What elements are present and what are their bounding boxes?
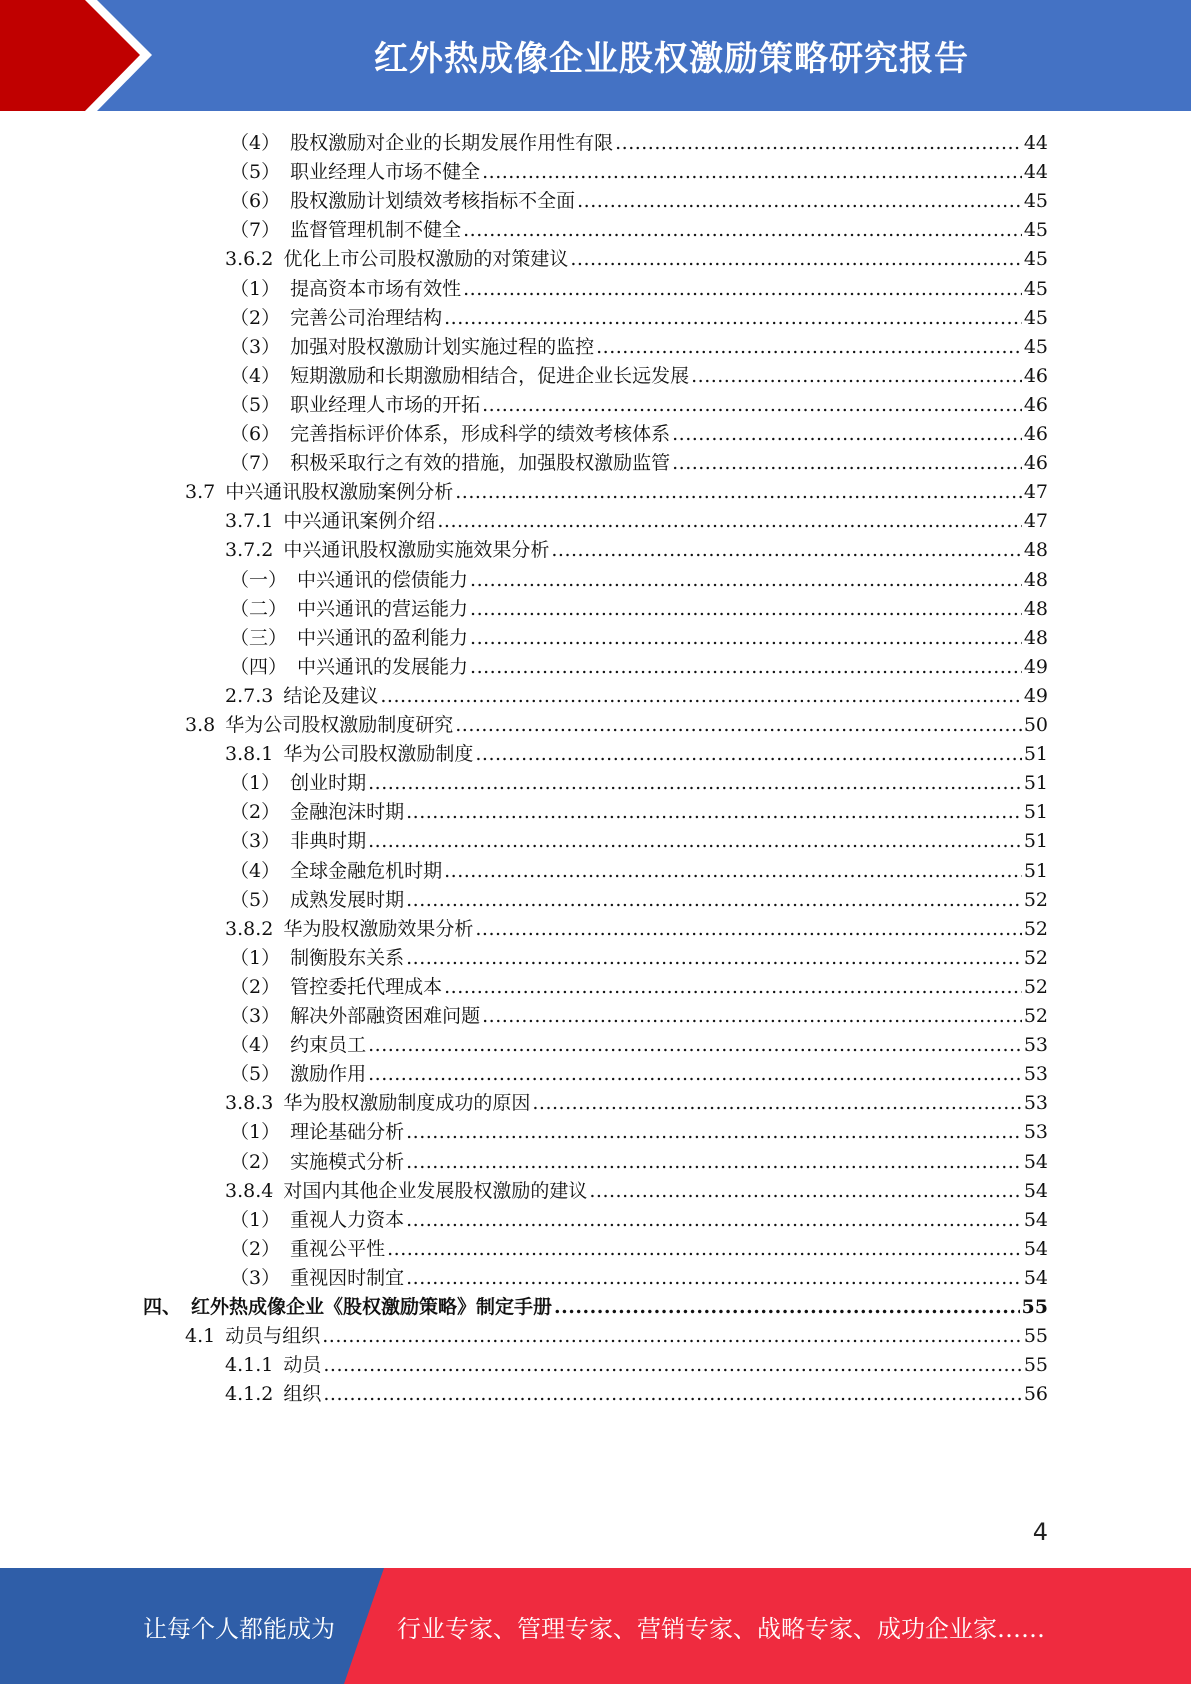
toc-entry-title: 中兴通讯的偿债能力 xyxy=(297,568,469,591)
toc-entry[interactable] xyxy=(0,1205,1048,1236)
toc-entry-label xyxy=(225,506,435,537)
toc-entry-title: 职业经理人市场的开拓 xyxy=(290,393,481,416)
toc-entry-number: 3.7.2 xyxy=(225,539,274,562)
toc-leader-dots xyxy=(470,594,1022,625)
toc-leader-dots xyxy=(368,826,1022,857)
toc-entry-title: 对国内其他企业发展股权激励的建议 xyxy=(283,1179,588,1202)
toc-entry-label xyxy=(230,797,404,828)
toc-entry-title: 实施模式分析 xyxy=(290,1150,405,1173)
toc-leader-dots xyxy=(406,1205,1022,1236)
toc-entry-number: （4） xyxy=(230,364,281,387)
toc-entry-title: 加强对股权激励计划实施过程的监控 xyxy=(290,335,595,358)
toc-entry[interactable] xyxy=(0,1321,1048,1352)
toc-entry-page: 48 xyxy=(1023,597,1048,620)
toc-entry[interactable] xyxy=(0,506,1048,537)
toc-entry-title: 金融泡沫时期 xyxy=(290,801,405,824)
toc-entry-page: 44 xyxy=(1023,132,1048,154)
toc-entry-page: 56 xyxy=(1023,1383,1048,1406)
toc-entry-label xyxy=(225,1350,321,1381)
toc-entry-label xyxy=(225,681,378,712)
toc-entry-title: 重视人力资本 xyxy=(290,1208,405,1231)
toc-leader-dots xyxy=(532,1088,1021,1119)
toc-entry[interactable] xyxy=(0,914,1048,945)
toc-entry[interactable] xyxy=(0,826,1048,857)
toc-entry-label xyxy=(230,303,442,334)
toc-entry-number: （1） xyxy=(230,946,281,969)
footer-slogan-right: 行业专家、管理专家、营销专家、战略专家、成功企业家…… xyxy=(397,1614,1045,1643)
toc-entry-label xyxy=(230,594,468,625)
toc-entry-number: （4） xyxy=(230,859,281,882)
toc-entry-number: 3.7 xyxy=(185,481,216,504)
toc-entry-title: 完善指标评价体系，形成科学的绩效考核体系 xyxy=(290,423,671,445)
toc-entry-page: 49 xyxy=(1023,684,1048,707)
toc-entry-label xyxy=(225,1379,321,1410)
toc-leader-dots xyxy=(406,943,1022,974)
toc-entry-title: 短期激励和长期激励相结合，促进企业长远发展 xyxy=(290,364,690,387)
toc-entry-number: 四、 xyxy=(143,1296,182,1318)
toc-leader-dots xyxy=(596,332,1022,363)
toc-leader-dots xyxy=(323,1350,1021,1381)
toc-entry-page: 52 xyxy=(1023,975,1048,998)
toc-entry[interactable] xyxy=(0,303,1048,334)
toc-entry-number: （2） xyxy=(230,306,281,329)
toc-entry-page: 54 xyxy=(1023,1150,1048,1173)
toc-entry[interactable] xyxy=(0,885,1048,916)
toc-entry-number: （1） xyxy=(230,277,281,300)
toc-entry-label xyxy=(225,1176,587,1207)
toc-entry-number: （5） xyxy=(230,393,281,416)
toc-entry-page: 48 xyxy=(1023,568,1048,591)
toc-entry-number: 3.6.2 xyxy=(225,248,274,271)
toc-entry-page: 51 xyxy=(1023,743,1048,766)
toc-entry-label xyxy=(230,186,575,217)
toc-entry-page: 45 xyxy=(1023,306,1048,329)
toc-entry-title: 重视因时制宜 xyxy=(290,1266,405,1289)
toc-leader-dots xyxy=(406,1263,1022,1294)
toc-entry-page: 51 xyxy=(1023,830,1048,853)
toc-entry-title: 结论及建议 xyxy=(283,684,379,707)
toc-entry-label xyxy=(230,274,461,305)
toc-entry[interactable] xyxy=(0,681,1048,712)
toc-entry-label xyxy=(230,1001,480,1032)
toc-entry-title: 动员 xyxy=(283,1354,322,1377)
toc-leader-dots xyxy=(380,681,1021,712)
toc-entry-title: 职业经理人市场不健全 xyxy=(290,161,481,184)
toc-entry-page: 53 xyxy=(1023,1034,1048,1057)
toc-leader-dots xyxy=(482,157,1022,188)
toc-entry[interactable] xyxy=(0,594,1048,625)
toc-entry-number: （一） xyxy=(230,568,288,591)
toc-entry-label xyxy=(225,739,473,770)
toc-entry-label xyxy=(185,477,453,508)
toc-entry-number: （3） xyxy=(230,1005,281,1027)
toc-entry-title: 管控委托代理成本 xyxy=(290,975,443,998)
page-header xyxy=(0,0,1191,111)
toc-entry-title: 全球金融危机时期 xyxy=(290,859,443,882)
toc-entry-page: 49 xyxy=(1023,655,1048,678)
toc-entry-number: 3.7.1 xyxy=(225,510,274,533)
toc-entry-number: 3.8.1 xyxy=(225,743,274,766)
toc-entry-number: （3） xyxy=(230,335,281,358)
toc-entry-title: 中兴通讯股权激励案例分析 xyxy=(225,481,454,504)
toc-entry[interactable] xyxy=(0,1030,1048,1061)
toc-entry-page: 53 xyxy=(1023,1063,1048,1086)
toc-entry-title: 创业时期 xyxy=(290,772,367,795)
toc-entry-title: 制衡股东关系 xyxy=(290,946,405,969)
toc-entry-page: 46 xyxy=(1023,452,1048,475)
toc-leader-dots xyxy=(570,244,1021,275)
toc-entry-number: （2） xyxy=(230,801,281,824)
toc-entry[interactable] xyxy=(0,710,1048,741)
toc-entry-page: 48 xyxy=(1023,539,1048,562)
toc-entry[interactable] xyxy=(0,1263,1048,1294)
toc-entry-title: 中兴通讯股权激励实施效果分析 xyxy=(283,539,550,562)
toc-entry-label xyxy=(230,215,461,246)
toc-entry-page: 54 xyxy=(1023,1208,1048,1231)
toc-entry-title: 中兴通讯的盈利能力 xyxy=(297,626,469,649)
toc-entry-label xyxy=(230,332,594,363)
toc-entry[interactable] xyxy=(0,1088,1048,1119)
toc-entry-page: 48 xyxy=(1023,626,1048,649)
toc-leader-dots xyxy=(482,390,1022,421)
toc-entry-page: 44 xyxy=(1023,161,1048,184)
toc-leader-dots xyxy=(463,215,1022,246)
toc-entry-title: 解决外部融资困难问题 xyxy=(290,1005,481,1027)
toc-leader-dots xyxy=(387,1234,1022,1265)
toc-entry[interactable] xyxy=(0,186,1048,217)
toc-entry[interactable] xyxy=(0,623,1048,654)
toc-entry-label xyxy=(230,1059,366,1090)
toc-entry-title: 华为公司股权激励制度研究 xyxy=(225,714,454,736)
toc-entry-page: 45 xyxy=(1023,335,1048,358)
toc-entry-number: （7） xyxy=(230,219,281,242)
toc-entry[interactable] xyxy=(0,361,1048,392)
toc-entry[interactable] xyxy=(0,768,1048,799)
toc-leader-dots xyxy=(323,1379,1021,1410)
toc-entry[interactable] xyxy=(0,1379,1048,1410)
toc-entry-title: 重视公平性 xyxy=(290,1237,386,1260)
toc-entry-label xyxy=(230,885,404,916)
toc-leader-dots xyxy=(406,797,1022,828)
toc-entry-page: 50 xyxy=(1023,714,1048,736)
toc-entry-label xyxy=(230,128,613,159)
toc-entry-page: 54 xyxy=(1023,1179,1048,1202)
toc-leader-dots xyxy=(475,739,1021,770)
toc-entry-number: （4） xyxy=(230,132,281,154)
toc-entry-number: 4.1 xyxy=(185,1325,216,1348)
toc-entry-number: （3） xyxy=(230,1266,281,1289)
toc-entry-title: 激励作用 xyxy=(290,1063,367,1086)
toc-entry-number: （4） xyxy=(230,1034,281,1057)
toc-entry-label xyxy=(230,943,404,974)
toc-entry-label xyxy=(230,565,468,596)
toc-entry[interactable] xyxy=(0,535,1048,566)
toc-entry-number: （5） xyxy=(230,1063,281,1086)
toc-entry[interactable] xyxy=(0,1234,1048,1265)
toc-entry-number: （6） xyxy=(230,423,281,445)
toc-entry-number: 3.8.4 xyxy=(225,1179,274,1202)
toc-entry-page: 52 xyxy=(1023,1005,1048,1027)
toc-entry-label xyxy=(225,1088,530,1119)
toc-entry[interactable] xyxy=(0,419,1048,450)
toc-entry-number: （2） xyxy=(230,1150,281,1173)
toc-entry-title: 中兴通讯的营运能力 xyxy=(297,597,469,620)
toc-leader-dots xyxy=(406,1147,1022,1178)
toc-entry-page: 45 xyxy=(1023,219,1048,242)
toc-entry-title: 完善公司治理结构 xyxy=(290,306,443,329)
header-chevron-arrow-icon xyxy=(0,0,140,111)
toc-leader-dots xyxy=(444,303,1022,334)
toc-leader-dots xyxy=(368,1030,1022,1061)
footer-slogan-left: 让每个人都能成为 xyxy=(143,1614,335,1643)
toc-entry-title: 理论基础分析 xyxy=(290,1121,405,1144)
toc-leader-dots xyxy=(589,1176,1021,1207)
toc-entry-label xyxy=(230,1147,404,1178)
toc-entry-page: 54 xyxy=(1023,1266,1048,1289)
toc-entry[interactable] xyxy=(0,652,1048,683)
toc-entry-page: 54 xyxy=(1023,1237,1048,1260)
toc-entry[interactable] xyxy=(0,128,1048,159)
toc-leader-dots xyxy=(406,1117,1022,1148)
toc-leader-dots xyxy=(672,448,1022,479)
toc-entry-number: （四） xyxy=(230,655,288,678)
toc-entry[interactable] xyxy=(0,215,1048,246)
toc-leader-dots xyxy=(672,419,1022,450)
toc-entry-number: （2） xyxy=(230,975,281,998)
toc-entry-label xyxy=(230,768,366,799)
toc-entry-title: 优化上市公司股权激励的对策建议 xyxy=(283,248,569,271)
toc-entry-page: 51 xyxy=(1023,801,1048,824)
toc-entry[interactable] xyxy=(0,1176,1048,1207)
toc-entry-page: 46 xyxy=(1023,423,1048,445)
toc-leader-dots xyxy=(455,710,1022,741)
toc-entry-page: 52 xyxy=(1023,917,1048,940)
toc-entry-label xyxy=(230,361,689,392)
toc-entry-title: 积极采取行之有效的措施，加强股权激励监管 xyxy=(290,452,671,475)
toc-entry-label xyxy=(230,1117,404,1148)
toc-entry[interactable] xyxy=(0,244,1048,275)
toc-entry-label xyxy=(230,1030,366,1061)
toc-entry-page: 46 xyxy=(1023,393,1048,416)
toc-entry-label xyxy=(230,972,442,1003)
toc-entry-number: 3.8.2 xyxy=(225,917,274,940)
toc-entry[interactable] xyxy=(0,1292,1048,1323)
toc-entry-number: （1） xyxy=(230,1208,281,1231)
toc-entry-label xyxy=(230,856,442,887)
toc-leader-dots xyxy=(615,128,1022,159)
toc-entry-label xyxy=(230,1205,404,1236)
toc-entry-page: 55 xyxy=(1021,1296,1048,1318)
toc-entry-label xyxy=(230,623,468,654)
toc-entry[interactable] xyxy=(0,1350,1048,1381)
toc-entry-number: 3.8 xyxy=(185,714,216,736)
toc-leader-dots xyxy=(406,885,1022,916)
toc-entry-label xyxy=(230,448,670,479)
toc-entry[interactable] xyxy=(0,739,1048,770)
toc-entry-label xyxy=(225,914,473,945)
toc-leader-dots xyxy=(482,1001,1022,1032)
toc-leader-dots xyxy=(551,535,1021,566)
toc-entry[interactable] xyxy=(0,477,1048,508)
toc-leader-dots xyxy=(368,768,1022,799)
toc-entry-title: 提高资本市场有效性 xyxy=(290,277,462,300)
toc-leader-dots xyxy=(470,652,1022,683)
toc-entry-page: 52 xyxy=(1023,888,1048,911)
toc-leader-dots xyxy=(691,361,1022,392)
toc-leader-dots xyxy=(463,274,1022,305)
toc-entry[interactable] xyxy=(0,1117,1048,1148)
toc-leader-dots xyxy=(554,1292,1020,1323)
toc-entry-title: 组织 xyxy=(283,1383,322,1406)
toc-leader-dots xyxy=(322,1321,1022,1352)
toc-entry[interactable] xyxy=(0,856,1048,887)
toc-entry[interactable] xyxy=(0,448,1048,479)
toc-entry-title: 华为公司股权激励制度 xyxy=(283,743,474,766)
toc-entry-number: 4.1.2 xyxy=(225,1383,274,1406)
toc-entry[interactable] xyxy=(0,943,1048,974)
toc-entry-page: 45 xyxy=(1023,248,1048,271)
toc-entry-number: （5） xyxy=(230,888,281,911)
toc-entry-title: 华为股权激励效果分析 xyxy=(283,917,474,940)
page-number: 4 xyxy=(1032,1518,1048,1546)
toc-entry-number: （三） xyxy=(230,626,288,649)
toc-entry-label xyxy=(230,390,480,421)
toc-entry-number: （3） xyxy=(230,830,281,853)
toc-entry-number: （5） xyxy=(230,161,281,184)
toc-entry-title: 华为股权激励制度成功的原因 xyxy=(283,1092,531,1115)
toc-entry-number: （1） xyxy=(230,772,281,795)
toc-entry[interactable] xyxy=(0,1059,1048,1090)
toc-entry[interactable] xyxy=(0,1001,1048,1032)
toc-entry-title: 中兴通讯案例介绍 xyxy=(283,510,436,533)
toc-entry-title: 股权激励对企业的长期发展作用性有限 xyxy=(290,132,614,154)
toc-entry-number: （7） xyxy=(230,452,281,475)
toc-entry[interactable] xyxy=(0,565,1048,596)
toc-entry-page: 51 xyxy=(1023,772,1048,795)
toc-entry[interactable] xyxy=(0,1147,1048,1178)
toc-entry-page: 55 xyxy=(1023,1325,1048,1348)
toc-entry-number: 4.1.1 xyxy=(225,1354,274,1377)
toc-entry-label xyxy=(230,652,468,683)
toc-entry-page: 53 xyxy=(1023,1121,1048,1144)
toc-entry-label xyxy=(230,1234,385,1265)
toc-leader-dots xyxy=(470,565,1022,596)
toc-entry-number: （2） xyxy=(230,1237,281,1260)
toc-entry-page: 47 xyxy=(1023,510,1048,533)
toc-entry[interactable] xyxy=(0,157,1048,188)
toc-leader-dots xyxy=(368,1059,1022,1090)
page-footer xyxy=(0,1568,1191,1684)
toc-entry-title: 中兴通讯的发展能力 xyxy=(297,655,469,678)
toc-entry-page: 45 xyxy=(1023,277,1048,300)
toc-entry-label xyxy=(230,157,480,188)
toc-entry-title: 动员与组织 xyxy=(225,1325,321,1348)
toc-entry-title: 红外热成像企业《股权激励策略》制定手册 xyxy=(191,1296,553,1318)
toc-entry-title: 成熟发展时期 xyxy=(290,888,405,911)
toc-entry-label xyxy=(225,535,549,566)
toc-entry-page: 46 xyxy=(1023,364,1048,387)
toc-entry-label xyxy=(225,244,568,275)
toc-entry-number: 2.7.3 xyxy=(225,684,274,707)
toc-entry-number: 3.8.3 xyxy=(225,1092,274,1115)
toc-leader-dots xyxy=(470,623,1022,654)
toc-entry-number: （二） xyxy=(230,597,288,620)
toc-entry[interactable] xyxy=(0,274,1048,305)
toc-entry-label xyxy=(185,1321,320,1352)
toc-entry[interactable] xyxy=(0,797,1048,828)
toc-entry-title: 股权激励计划绩效考核指标不全面 xyxy=(290,190,576,213)
toc-entry-label xyxy=(230,826,366,857)
toc-leader-dots xyxy=(455,477,1022,508)
toc-leader-dots xyxy=(444,972,1022,1003)
toc-entry-label xyxy=(185,710,453,741)
toc-entry-title: 非典时期 xyxy=(290,830,367,853)
document-title: 红外热成像企业股权激励策略研究报告 xyxy=(374,39,969,79)
toc-entry-page: 53 xyxy=(1023,1092,1048,1115)
toc-leader-dots xyxy=(475,914,1021,945)
toc-leader-dots xyxy=(444,856,1022,887)
toc-entry-title: 约束员工 xyxy=(290,1034,367,1057)
toc-entry-label xyxy=(143,1292,552,1323)
toc-entry-page: 51 xyxy=(1023,859,1048,882)
toc-entry-label xyxy=(230,419,670,450)
toc-entry-page: 47 xyxy=(1023,481,1048,504)
toc-leader-dots xyxy=(437,506,1021,537)
toc-entry-number: （6） xyxy=(230,190,281,213)
toc-entry-title: 监督管理机制不健全 xyxy=(290,219,462,242)
toc-entry-number: （1） xyxy=(230,1121,281,1144)
toc-entry[interactable] xyxy=(0,332,1048,363)
toc-entry-page: 55 xyxy=(1023,1354,1048,1377)
toc-entry-page: 52 xyxy=(1023,946,1048,969)
toc-entry[interactable] xyxy=(0,390,1048,421)
toc-entry-page: 45 xyxy=(1023,190,1048,213)
toc-leader-dots xyxy=(577,186,1022,217)
toc-entry[interactable] xyxy=(0,972,1048,1003)
toc-entry-label xyxy=(230,1263,404,1294)
